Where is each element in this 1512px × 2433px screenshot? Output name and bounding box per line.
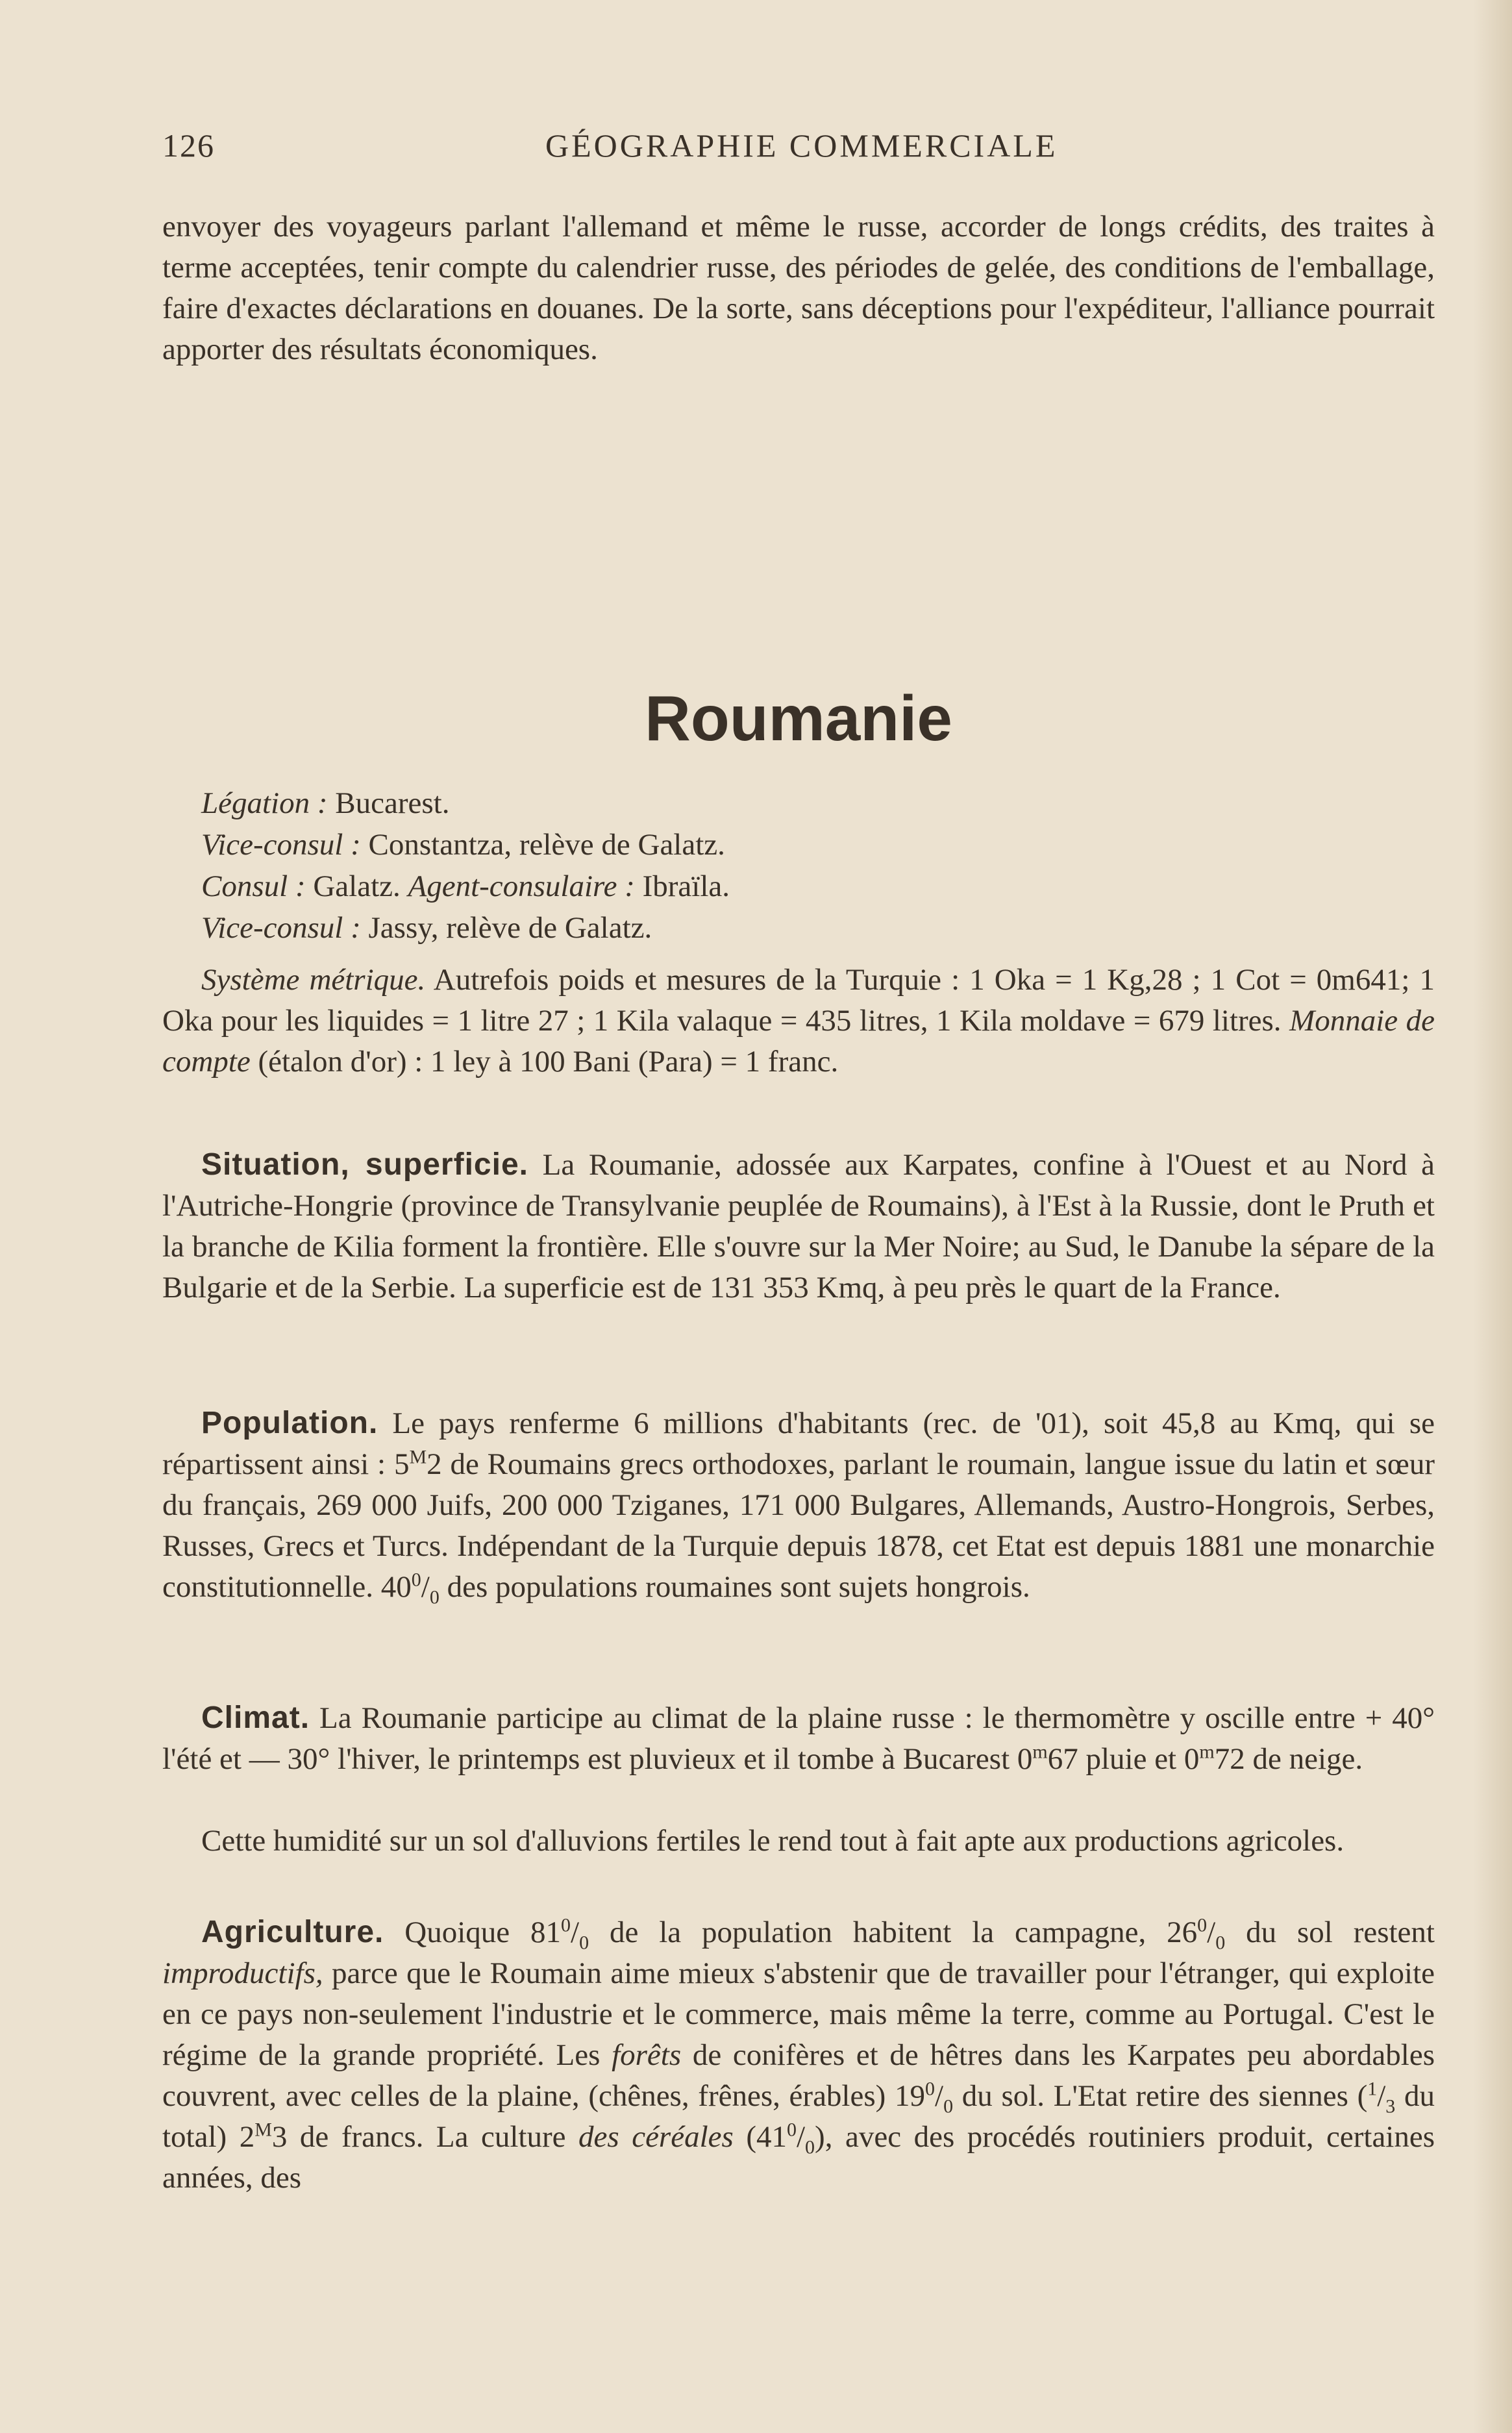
consulate-list [201, 782, 1435, 949]
consulate-row [201, 782, 1435, 824]
agriculture-italic: improductifs, [162, 1956, 323, 1990]
agriculture-text: parce que le Roumain aime mieux s'abstenir que de travailler pour l'étranger, qui exploite en ce pays non-seulement l'industrie et le commerce, mais même la terre, comme au Portugal. C'est le régime de la grande propriété. Les [162, 1956, 1435, 2072]
climate-paragraph [162, 1697, 1435, 1780]
agriculture-italic: des céréales [578, 2120, 734, 2154]
agriculture-heading: Agriculture. [201, 1915, 384, 1949]
agriculture-text: 3 de francs. La culture [271, 2120, 579, 2154]
fraction-sup: 1 [1367, 2078, 1378, 2100]
metric-text: Autrefois poids et mesures de la Turquie : 1 Oka = 1 Kg,28 ; 1 Cot = 0m641; 1 Oka pour les liquides = 1 litre 27 ; 1 Kila valaque = 435 litres, 1 Kila moldave = 679 litres. [162, 963, 1435, 1038]
currency-text: (étalon d'or) : 1 ley à 100 Bani (Para) = 1 franc. [258, 1045, 839, 1079]
page-header [162, 127, 1435, 172]
percent-sub: 0 [579, 1932, 589, 1954]
consulate-label: Consul : [201, 869, 306, 903]
percent-sup: 0 [561, 1914, 571, 1936]
consulate-row [201, 824, 1435, 866]
agriculture-text: du total) 2 [162, 2079, 1435, 2154]
consulate-label: Agent-consulaire : [408, 869, 635, 903]
climate-heading: Climat. [201, 1701, 310, 1735]
running-title: GÉOGRAPHIE COMMERCIALE [545, 127, 1058, 164]
percent-sub: 0 [1215, 1932, 1226, 1954]
agriculture-text: ), avec des procédés routiniers produit, certaines années, des [162, 2120, 1435, 2195]
situation-text: La Roumanie, adossée aux Karpates, confine à l'Ouest et au Nord à l'Autriche-Hongrie (province de Transylvanie peuplée de Roumains), à l'Est à la Russie, dont le Pruth et la branche de Kilia forment la frontière. Elle s'ouvre sur la Mer Noire; au Sud, le Danube la sépare de la Bulgarie et de la Serbie. La superficie est de 131 353 Kmq, à peu près le quart de la France. [162, 1148, 1435, 1304]
consulate-label: Légation : [201, 786, 328, 820]
agriculture-text: de conifères et de hêtres dans les Karpates peu abordables couvrent, avec celles de la plaine, (chênes, frênes, érables) 19 [162, 2038, 1435, 2113]
consulate-value: Jassy, relève de Galatz. [368, 911, 652, 945]
agriculture-italic: forêts [612, 2038, 682, 2072]
percent-sup: 0 [1197, 1914, 1208, 1936]
agriculture-text: (41 [733, 2120, 787, 2154]
population-sup: M [409, 1446, 427, 1468]
consulate-label: Vice-consul : [201, 828, 361, 862]
climate-sup: m [1199, 1741, 1215, 1763]
percent-sub: 0 [805, 2136, 815, 2158]
climate-text: La Roumanie participe au climat de la plaine russe : le thermomètre y oscille entre + 40° l'été et — 30° l'hiver, le printemps est pluvieux et il tombe à Bucarest 0 [162, 1701, 1435, 1776]
metric-system-paragraph [162, 960, 1435, 1082]
situation-paragraph [162, 1144, 1435, 1308]
population-text: Le pays renferme 6 millions d'habitants (rec. de '01), soit 45,8 au Kmq, qui se répartissent ainsi : 5 [162, 1406, 1435, 1481]
page-number: 126 [162, 127, 215, 164]
consulate-value: Ibraïla. [642, 869, 730, 903]
climate-sup: m [1032, 1741, 1048, 1763]
fraction-sub: 3 [1385, 2095, 1396, 2117]
population-text: 2 de Roumains grecs orthodoxes, parlant le roumain, langue issue du latin et sœur du français, 269 000 Juifs, 200 000 Tziganes, 171 000 Bulgares, Allemands, Austro-Hongrois, Serbes, Russes, Grecs et Turcs. Indépendant de la Turquie depuis 1878, cet Etat est depuis 1881 une monarchie constitutionnelle. 40 [162, 1447, 1435, 1604]
percent-sub: 0 [429, 1586, 440, 1608]
population-heading: Population. [201, 1406, 378, 1440]
consulate-value: Constantza, relève de Galatz. [368, 828, 725, 862]
consulate-value: Galatz. [313, 869, 401, 903]
humidity-paragraph: Cette humidité sur un sol d'alluvions fertiles le rend tout à fait apte aux productions agricoles. [201, 1824, 1345, 1858]
consulate-label: Vice-consul : [201, 911, 361, 945]
currency-label: Monnaie de compte [162, 1004, 1435, 1079]
agriculture-text: de la population habitent la campagne, 26 [589, 1915, 1198, 1949]
consulate-row [201, 907, 1435, 949]
consulate-row [201, 866, 1435, 907]
section-title: Roumanie [645, 682, 952, 754]
agriculture-text: Quoique 81 [404, 1915, 562, 1949]
percent-sub: 0 [943, 2095, 954, 2117]
population-paragraph: Population. Le pays renferme 6 millions d'habitants (rec. de '01), soit 45,8 au Kmq, qui se répartissent ainsi : $5^M2$ de Roumains grecs orthodoxes, parlant le roumain, langue issue du latin et sœur du français, 269 000 Juifs, 200 000 Tziganes, 171 000 Bulgares, Allemands, Austro-Hongrois, Serbes, Russes, Grecs et Turcs. Indépendant de la Turquie depuis 1878, cet Etat est depuis 1881 une monarchie constitutionnelle. $40^0/_0$ des populations roumaines sont sujets hongrois. [162, 1406, 1435, 1608]
metric-label: Système métrique. [201, 963, 426, 997]
consulate-value: Bucarest. [335, 786, 450, 820]
agriculture-text: du sol. L'Etat retire des siennes ( [953, 2079, 1368, 2113]
population-text: des populations roumaines sont sujets hongrois. [439, 1570, 1030, 1604]
agriculture-paragraph: Agriculture. Quoique $81^0/_0$ de la population habitent la campagne, $26^0/_0$ du sol restent improductifs, parce que le Roumain aime mieux s'abstenir que de travailler pour l'étranger, qui exploite en ce pays non-seulement l'industrie et le commerce, mais même la terre, comme au Portugal. C'est le régime de la grande propriété. Les forêts de conifères et de hêtres dans les Karpates peu abordables couvrent, avec celles de la plaine, (chênes, frênes, érables) $19^0/_0$ du sol. L'Etat retire des siennes ($^1/_3$ du total) $2^M3$ de francs. La culture des céréales $(41^0/_0)$, avec des procédés routiniers produit, certaines années, des [162, 1914, 1435, 2195]
climate-text: 72 de neige. [1214, 1742, 1363, 1776]
percent-sup: 0 [786, 2119, 797, 2141]
percent-sup: 0 [925, 2078, 935, 2100]
million-sup: M [254, 2119, 272, 2141]
percent-sup: 0 [411, 1569, 421, 1591]
page-edge-shadow [1473, 0, 1512, 2433]
agriculture-text: du sol restent [1225, 1915, 1435, 1949]
climate-text: 67 pluie et 0 [1047, 1742, 1200, 1776]
situation-heading: Situation, superficie. [201, 1147, 528, 1182]
intro-paragraph: envoyer des voyageurs parlant l'allemand et même le russe, accorder de longs crédits, des traites à terme acceptées, tenir compte du calendrier russe, des périodes de gelée, des conditions de l'emballage, faire d'exactes déclarations en douanes. De la sorte, sans déceptions pour l'expéditeur, l'alliance pourrait apporter des résultats économiques. [162, 210, 1435, 366]
